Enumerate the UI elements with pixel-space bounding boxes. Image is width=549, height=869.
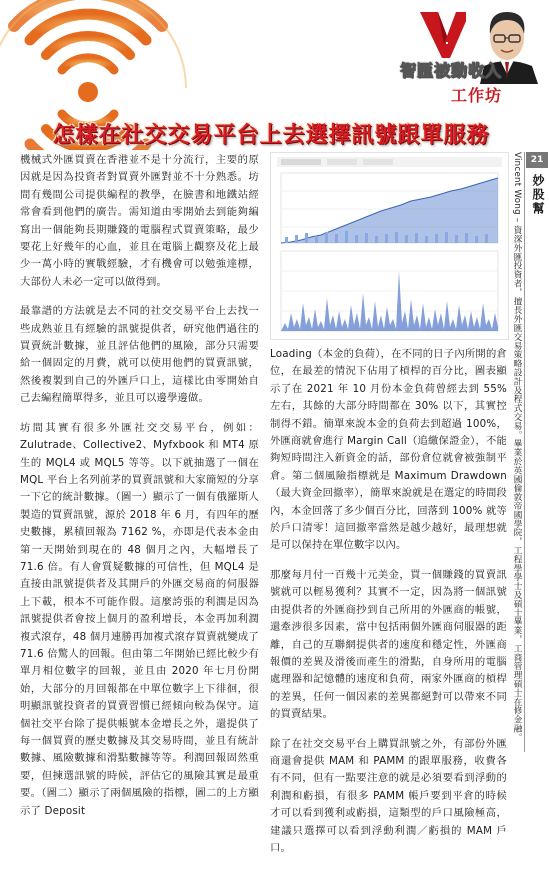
column-title-line1: 智匯被動收入 [399, 61, 502, 80]
page-header [0, 0, 549, 150]
paragraph: 除了在社交交易平台上購買訊號之外，有部份外匯商還會提供 MAM 和 PAMM 的跟單服務，收費各有不同，但有一點要注意的就是必須要看到浮動的利潤和虧損，有很多 PAMM 帳戶要到平倉的時候才可以看到獲利或虧損，這類型的戶口風險極高，建議只選擇可以看到浮動利潤／虧損的 MAM 戶口。 [270, 737, 507, 854]
paragraph: Loading（本金的負荷），在不同的日子內所開的倉位，在最差的情況下佔用了槓桿的百分比，圖表顯示了在 2021 年 10 月份本金負荷曾經去到 55% 左右，其餘的大部分時間都在 30% 以下，其實控制得不錯。簡單來說本金的負荷去到超過 100%，外匯商就會進行 Margin Call（追繳保證金），不能夠短時間注入新資金的話，部份倉位就會被強制平倉。第二個風險指標就是 Maximum Drawdown（最大資金回撤率），簡單來說就是在選定的時間段內，本金回落了多少個百分比，回落到 100% 就等於戶口清零！這回撤率當然是越少越好，最理想就是可以保持在單位數字以內。 [270, 348, 507, 552]
figure-chart-image [271, 153, 508, 339]
sidebar-divider [524, 152, 525, 752]
figure-signal-statistics [270, 152, 509, 340]
page-number: 21 [526, 152, 548, 168]
author-bio: Vincent Wong – 資深外匯投資者，擅長外匯交易策略設計及程式交易。畢業於英國倫敦帝國學院，工程學學士及碩士畢業，工商管理碩士在修金融。 [512, 152, 522, 742]
paragraph: 那麼每月付一百幾十元美金，買一個賺錢的買賣訊號就可以輕易獲利？其實不一定，因為將一個訊號由提供者的外匯商抄到自己所用的外匯商的帳號，還牽涉很多因素，當中包括兩個外匯商伺服器的距離，自己的互聯網提供者的速度和穩定性，外匯商報價的差異及滑後而產生的滑點，自身所用的電腦處理器和記憶體的速度和負荷，兩家外匯商的槓桿的差異，任何一個因素的差異都絕對可以帶來不同的買賣結果。 [270, 568, 507, 721]
paragraph: 機械式外匯買賣在香港並不是十分流行，主要的原因就是因為投資者對買賣外匯對並不十分熟悉。坊間有幾間公司提供編程的教學，在臉書和地鐵站經常會看到他們的廣告。需知道由零開始去到能夠編寫出一個能夠長期賺錢的電腦程式買賣策略，最少要花上好幾年的心血，並且在電腦上觀察及花上最少一萬小時的實戰經驗，才有機會可以勉強達標，大部份人未必一定可以做得到。 [20, 154, 259, 288]
article-headline: 怎樣在社交交易平台上去選擇訊號跟單服務 [52, 123, 490, 148]
author-name: 妙股幫 [531, 174, 545, 216]
column-title [382, 58, 502, 106]
column-title-line2: 工作坊 [450, 86, 502, 105]
article-column-left [20, 152, 259, 832]
article-column-right [270, 346, 507, 869]
paragraph: 坊間其實有很多外匯社交交易平台，例如：Zulutrade、Collective2、Myfxbook 和 MT4 原生的 MQL4 或 MQL5 等等。以下就抽選了一個在 MQL 平台上名列前茅的買賣訊號和大家簡短的分享一下它的統計數據。（圖一）顯示了一個有俄羅斯人製造的買賣訊號，源於 2018 年 6 月，有四年的歷史數據，累積回報為 7162 %，亦即是代表本金由第一天開始到現在的 48 個月之內，大幅增長了 71.6 倍。有人會質疑數據的可信性，但 MQL4 是直接由訊號提供者及其開戶的外匯交易商的伺服器上下載，根本不可能作假。這麼誇張的利潤是因為訊號提供者會按上個月的盈利增長，本金再加利潤複式滾存，48 個月連勝再加複式滾存買賣就變成了 71.6 倍驚人的回報。但由第二年開始已經比較少有單月相位數字的回報，並且由 2020 年七月份開始，大部分的月回報都在中單位數字上下徘徊，很明顯訊號投資者的買賣習慣已經傾向較為保守。這個社交平台除了提供帳號本金增長之外，還提供了每一個買賣的歷史數據及其交易時間，並且有統計數據、風險數據和滑點數據等等。利潤回報固然重要，但揀選訊號的時候，評估它的風險其實是最重要。（圖二）顯示了兩個風險的指標，圖二的上方顯示了 Deposit [20, 421, 259, 817]
paragraph: 最靠譜的方法就是去不同的社交交易平台上去找一些成熟並且有經驗的訊號提供者，研究他們過往的買賣統計數據，並且評估他們的風險，部分只需要給一個固定的月費，就可以使用他們的買賣訊號，然後複製到自己的外匯戶口上，這樣比由零開始自己去編程簡單得多，並且可以邊學邊做。 [20, 305, 259, 405]
